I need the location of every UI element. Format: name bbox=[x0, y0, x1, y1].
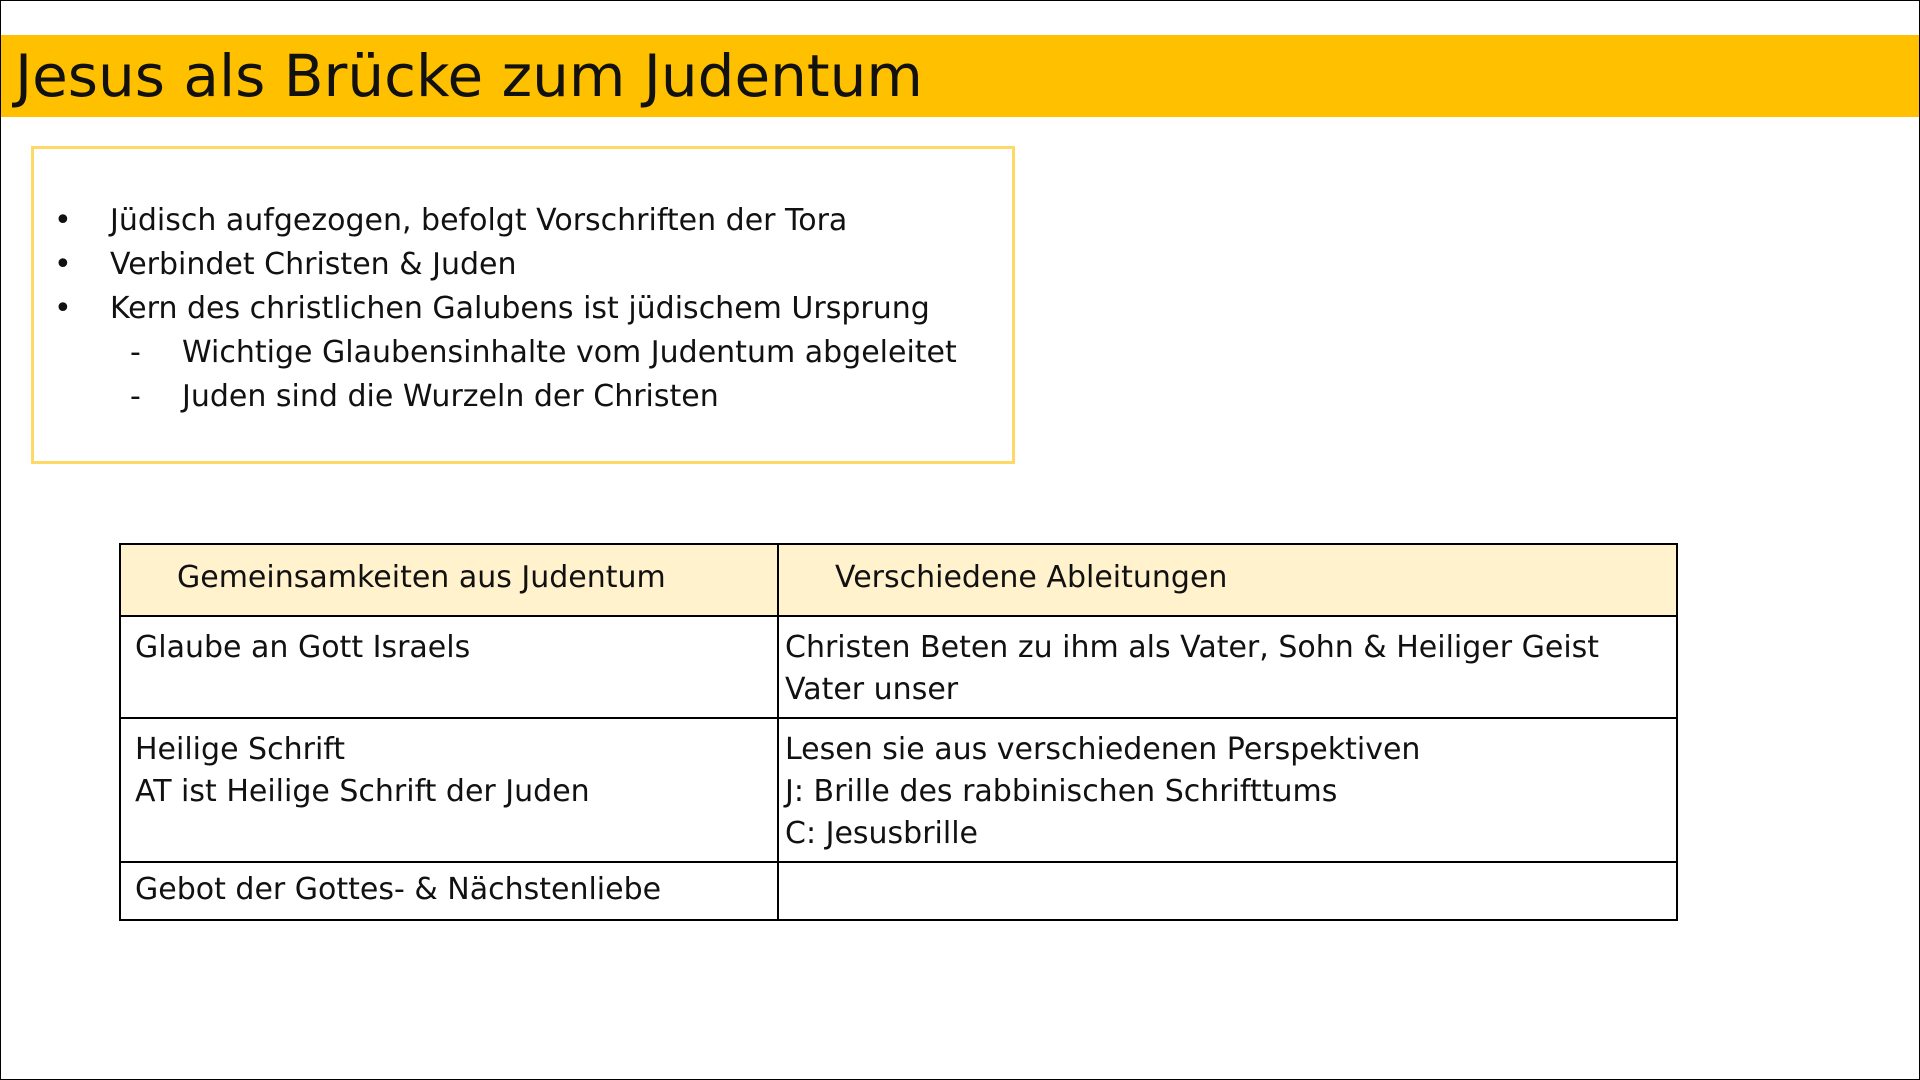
cell-line: Vater unser bbox=[785, 672, 959, 707]
comparison-table-wrap bbox=[119, 543, 1678, 921]
bullet-text: Jüdisch aufgezogen, befolgt Vorschriften der Tora bbox=[110, 203, 848, 238]
cell-line: Heilige Schrift bbox=[135, 732, 346, 767]
bullet-list bbox=[48, 199, 957, 419]
cell-line: J: Brille des rabbinischen Schrifttums bbox=[785, 774, 1338, 809]
slide-title: Jesus als Brücke zum Judentum bbox=[15, 42, 923, 110]
sub-bullet-text: Wichtige Glaubensinhalte vom Judentum abgeleitet bbox=[182, 335, 957, 370]
header-cell-differences: Verschiedene Ableitungen bbox=[778, 544, 1677, 616]
bullet-item bbox=[48, 243, 957, 287]
sub-bullet-item bbox=[48, 375, 957, 419]
table-cell-right bbox=[778, 718, 1677, 862]
cell-line: Gebot der Gottes- & Nächstenliebe bbox=[135, 872, 662, 907]
bullet-text: Verbindet Christen & Juden bbox=[110, 247, 517, 282]
table-cell-right bbox=[778, 616, 1677, 718]
sub-bullet-marker: - bbox=[130, 335, 141, 370]
cell-line: C: Jesusbrille bbox=[785, 816, 979, 851]
sub-bullet-marker: - bbox=[130, 379, 141, 414]
table-row bbox=[120, 862, 1677, 920]
table-header-row bbox=[120, 544, 1677, 616]
table-body bbox=[120, 616, 1677, 920]
bullet-item bbox=[48, 287, 957, 331]
header-cell-commonalities: Gemeinsamkeiten aus Judentum bbox=[120, 544, 778, 616]
table-cell-left bbox=[120, 718, 778, 862]
cell-line: Christen Beten zu ihm als Vater, Sohn & Heiliger Geist bbox=[785, 630, 1600, 665]
table-cell-right-empty bbox=[778, 862, 1677, 920]
cell-line: AT ist Heilige Schrift der Juden bbox=[135, 774, 590, 809]
bullet-marker: • bbox=[54, 291, 72, 326]
cell-line: Lesen sie aus verschiedenen Perspektiven bbox=[785, 732, 1421, 767]
table-cell-left bbox=[120, 862, 778, 920]
table-row bbox=[120, 718, 1677, 862]
sub-bullet-item bbox=[48, 331, 957, 375]
bullet-text: Kern des christlichen Galubens ist jüdischem Ursprung bbox=[110, 291, 930, 326]
bullet-item bbox=[48, 199, 957, 243]
info-box bbox=[31, 146, 1015, 464]
bullet-marker: • bbox=[54, 203, 72, 238]
table-row bbox=[120, 616, 1677, 718]
cell-line: Glaube an Gott Israels bbox=[135, 630, 471, 665]
comparison-table bbox=[119, 543, 1678, 921]
table-header bbox=[120, 544, 1677, 616]
title-bar bbox=[1, 35, 1919, 117]
bullet-marker: • bbox=[54, 247, 72, 282]
sub-bullet-text: Juden sind die Wurzeln der Christen bbox=[182, 379, 719, 414]
table-cell-left bbox=[120, 616, 778, 718]
